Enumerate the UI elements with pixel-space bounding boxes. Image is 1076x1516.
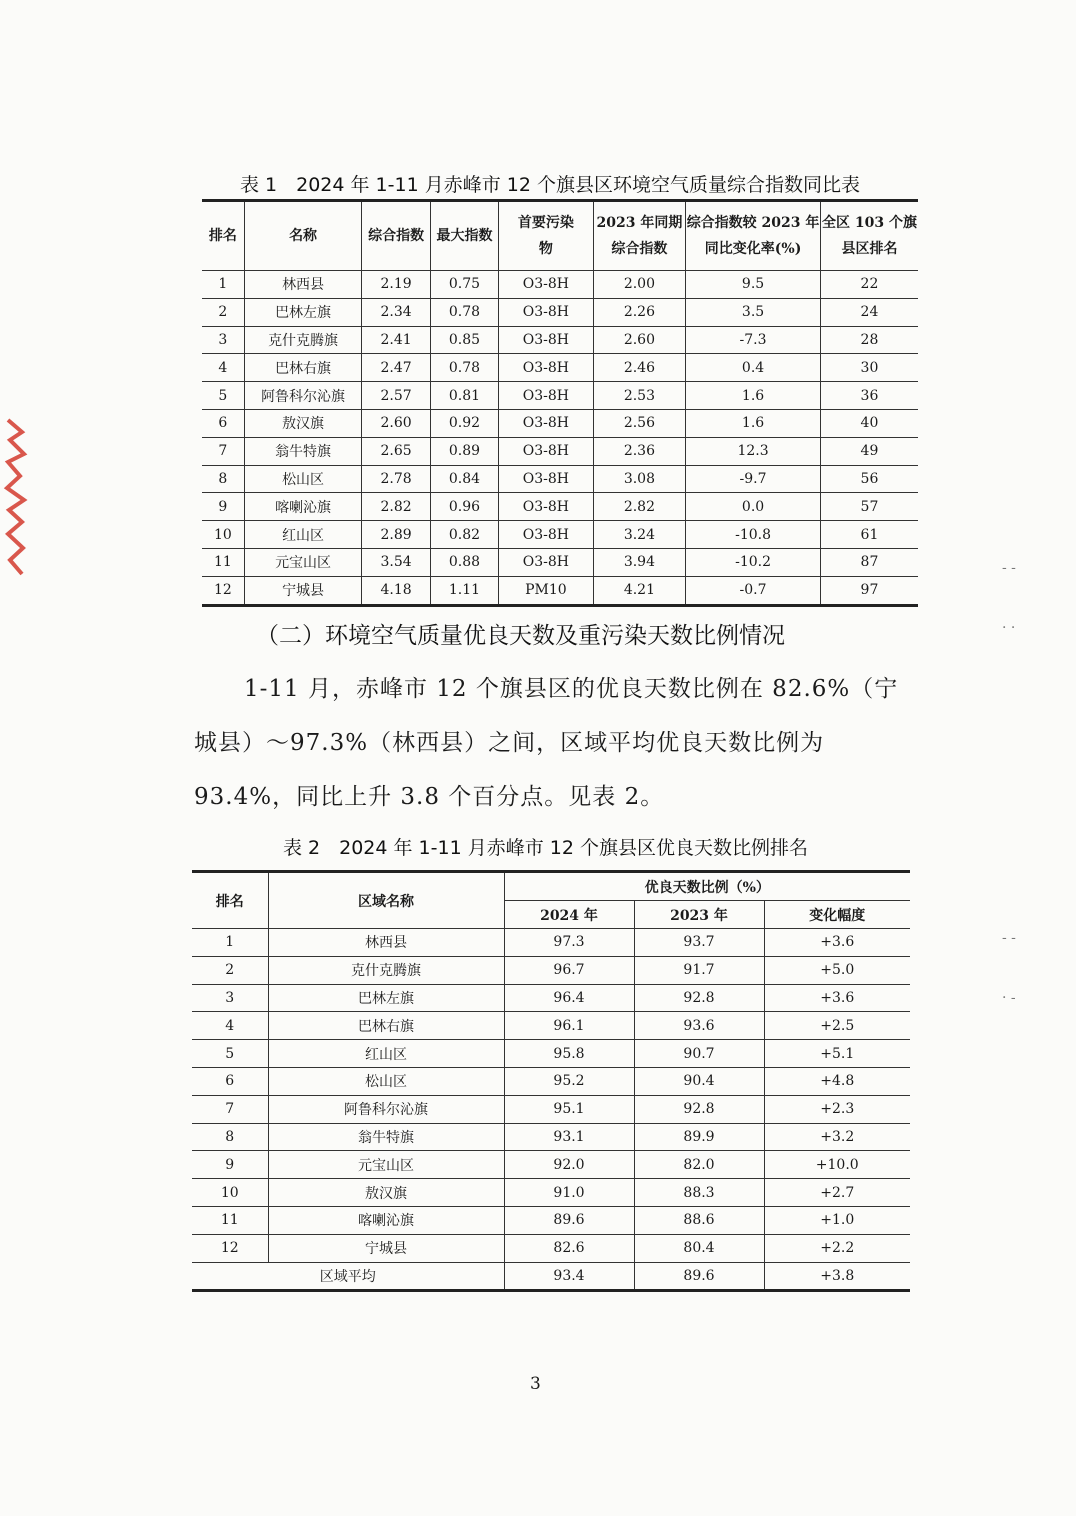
- scan-mark: - -: [1002, 560, 1016, 576]
- table-row: [202, 298, 918, 326]
- cell-rank: 4: [202, 354, 244, 382]
- cell-region-rank: 40: [820, 409, 918, 437]
- cell-change: +2.7: [764, 1179, 910, 1207]
- header-good-days-ratio: 优良天数比例（%）: [504, 872, 910, 901]
- table-row: [202, 548, 918, 576]
- cell-2023-index: 2.82: [593, 493, 686, 521]
- cell-2024: 96.4: [504, 984, 634, 1012]
- table-row: [202, 521, 918, 549]
- table-row: [192, 1206, 910, 1234]
- cell-region-name: 林西县: [268, 929, 504, 957]
- cell-2023: 92.8: [634, 984, 764, 1012]
- cell-region-name: 宁城县: [268, 1234, 504, 1262]
- cell-rank: 1: [192, 929, 268, 957]
- cell-composite-index: 2.78: [362, 465, 430, 493]
- cell-2023: 80.4: [634, 1234, 764, 1262]
- header-change-rate: 综合指数较 2023 年同比变化率(%): [686, 201, 821, 271]
- cell-region-name: 红山区: [268, 1040, 504, 1068]
- cell-region-rank: 87: [820, 548, 918, 576]
- cell-name: 巴林右旗: [244, 354, 362, 382]
- cell-2024: 93.4: [504, 1262, 634, 1291]
- header-rank: 排名: [192, 872, 268, 929]
- cell-region-name: 巴林右旗: [268, 1012, 504, 1040]
- cell-pollutant: O3-8H: [499, 437, 594, 465]
- cell-name: 克什克腾旗: [244, 326, 362, 354]
- cell-change-rate: 0.4: [686, 354, 821, 382]
- cell-change: +2.5: [764, 1012, 910, 1040]
- cell-change-rate: -0.7: [686, 576, 821, 605]
- cell-2024: 95.2: [504, 1067, 634, 1095]
- cell-pollutant: PM10: [499, 576, 594, 605]
- air-quality-index-table: [202, 199, 918, 607]
- cell-region-name: 克什克腾旗: [268, 956, 504, 984]
- cell-rank: 4: [192, 1012, 268, 1040]
- cell-name: 元宝山区: [244, 548, 362, 576]
- cell-change-rate: -10.2: [686, 548, 821, 576]
- cell-region-rank: 49: [820, 437, 918, 465]
- cell-2024: 82.6: [504, 1234, 634, 1262]
- table-row: [202, 326, 918, 354]
- good-days-ratio-table: [192, 870, 910, 1292]
- cell-pollutant: O3-8H: [499, 326, 594, 354]
- cell-2024: 93.1: [504, 1123, 634, 1151]
- cell-rank: 9: [192, 1151, 268, 1179]
- cell-pollutant: O3-8H: [499, 409, 594, 437]
- cell-rank: 11: [192, 1206, 268, 1234]
- cell-rank: 5: [202, 382, 244, 410]
- cell-max-index: 0.81: [430, 382, 498, 410]
- cell-2024: 95.1: [504, 1095, 634, 1123]
- cell-2023: 82.0: [634, 1151, 764, 1179]
- cell-rank: 1: [202, 271, 244, 299]
- cell-region-rank: 97: [820, 576, 918, 605]
- cell-pollutant: O3-8H: [499, 271, 594, 299]
- cell-max-index: 0.88: [430, 548, 498, 576]
- cell-rank: 7: [192, 1095, 268, 1123]
- cell-rank: 9: [202, 493, 244, 521]
- table-row: [202, 409, 918, 437]
- cell-pollutant: O3-8H: [499, 354, 594, 382]
- cell-name: 阿鲁科尔沁旗: [244, 382, 362, 410]
- cell-rank: 2: [192, 956, 268, 984]
- cell-rank: 8: [192, 1123, 268, 1151]
- header-2024: 2024 年: [504, 901, 634, 929]
- table-row: [192, 1040, 910, 1068]
- header-max-index: 最大指数: [430, 201, 498, 271]
- cell-name: 林西县: [244, 271, 362, 299]
- table2-header-row: [192, 872, 910, 901]
- cell-change: +3.6: [764, 929, 910, 957]
- table-row: [202, 465, 918, 493]
- cell-composite-index: 2.65: [362, 437, 430, 465]
- cell-2024: 92.0: [504, 1151, 634, 1179]
- cell-max-index: 0.96: [430, 493, 498, 521]
- cell-change: +4.8: [764, 1067, 910, 1095]
- cell-rank: 8: [202, 465, 244, 493]
- section-heading: （二）环境空气质量优良天数及重污染天数比例情况: [256, 623, 785, 649]
- table-row: [192, 1234, 910, 1262]
- cell-region-rank: 30: [820, 354, 918, 382]
- cell-name: 松山区: [244, 465, 362, 493]
- cell-2023-index: 2.36: [593, 437, 686, 465]
- cell-change-rate: 3.5: [686, 298, 821, 326]
- cell-composite-index: 2.60: [362, 409, 430, 437]
- cell-rank: 3: [192, 984, 268, 1012]
- header-composite-index: 综合指数: [362, 201, 430, 271]
- cell-composite-index: 2.19: [362, 271, 430, 299]
- cell-change-rate: 9.5: [686, 271, 821, 299]
- cell-region-name: 喀喇沁旗: [268, 1206, 504, 1234]
- table-row: [192, 1067, 910, 1095]
- cell-region-rank: 36: [820, 382, 918, 410]
- cell-2023-index: 3.94: [593, 548, 686, 576]
- cell-composite-index: 2.34: [362, 298, 430, 326]
- table-row: [202, 493, 918, 521]
- cell-change-rate: 0.0: [686, 493, 821, 521]
- cell-rank: 2: [202, 298, 244, 326]
- cell-pollutant: O3-8H: [499, 493, 594, 521]
- cell-change: +2.2: [764, 1234, 910, 1262]
- cell-change: +3.2: [764, 1123, 910, 1151]
- cell-pollutant: O3-8H: [499, 465, 594, 493]
- cell-name: 巴林左旗: [244, 298, 362, 326]
- cell-pollutant: O3-8H: [499, 521, 594, 549]
- cell-rank: 3: [202, 326, 244, 354]
- average-row: [192, 1262, 910, 1291]
- table-row: [202, 576, 918, 605]
- cell-max-index: 0.75: [430, 271, 498, 299]
- cell-2023: 92.8: [634, 1095, 764, 1123]
- cell-max-index: 0.78: [430, 298, 498, 326]
- cell-pollutant: O3-8H: [499, 382, 594, 410]
- cell-rank: 12: [192, 1234, 268, 1262]
- cell-pollutant: O3-8H: [499, 298, 594, 326]
- header-region-name: 区域名称: [268, 872, 504, 929]
- cell-change-rate: 12.3: [686, 437, 821, 465]
- cell-pollutant: O3-8H: [499, 548, 594, 576]
- cell-2023-index: 2.46: [593, 354, 686, 382]
- cell-max-index: 0.84: [430, 465, 498, 493]
- cell-2024: 97.3: [504, 929, 634, 957]
- cell-change: +5.1: [764, 1040, 910, 1068]
- cell-change-rate: 1.6: [686, 382, 821, 410]
- cell-change-rate: -10.8: [686, 521, 821, 549]
- cell-change-rate: -9.7: [686, 465, 821, 493]
- header-2023: 2023 年: [634, 901, 764, 929]
- cell-region-rank: 57: [820, 493, 918, 521]
- cell-name: 宁城县: [244, 576, 362, 605]
- header-2023-index: 2023 年同期综合指数: [593, 201, 686, 271]
- seal-stamp-fragment: [2, 410, 28, 580]
- cell-2023-index: 4.21: [593, 576, 686, 605]
- cell-composite-index: 2.41: [362, 326, 430, 354]
- cell-2023-index: 2.26: [593, 298, 686, 326]
- cell-2023-index: 3.08: [593, 465, 686, 493]
- cell-2023: 93.6: [634, 1012, 764, 1040]
- cell-2024: 91.0: [504, 1179, 634, 1207]
- cell-region-rank: 56: [820, 465, 918, 493]
- table-row: [192, 1179, 910, 1207]
- table1-caption: 表 1 2024 年 1-11 月赤峰市 12 个旗县区环境空气质量综合指数同比表: [240, 174, 860, 196]
- header-region-rank: 全区 103 个旗县区排名: [820, 201, 918, 271]
- paragraph-text: 1-11 月，赤峰市 12 个旗县区的优良天数比例在 82.6%（宁城县）～97.3%（林西县）之间，区域平均优良天数比例为 93.4%，同比上升 3.8 个百分点。见表 2。: [194, 676, 899, 810]
- cell-region-name: 敖汉旗: [268, 1179, 504, 1207]
- cell-2024: 95.8: [504, 1040, 634, 1068]
- cell-change: +10.0: [764, 1151, 910, 1179]
- cell-rank: 10: [192, 1179, 268, 1207]
- cell-rank: 6: [192, 1067, 268, 1095]
- cell-rank: 12: [202, 576, 244, 605]
- cell-composite-index: 2.47: [362, 354, 430, 382]
- cell-rank: 5: [192, 1040, 268, 1068]
- cell-change: +2.3: [764, 1095, 910, 1123]
- cell-2023: 89.6: [634, 1262, 764, 1291]
- cell-average-label: 区域平均: [192, 1262, 504, 1291]
- scan-mark: · ·: [1002, 620, 1016, 636]
- cell-composite-index: 2.89: [362, 521, 430, 549]
- cell-max-index: 1.11: [430, 576, 498, 605]
- cell-2023: 90.4: [634, 1067, 764, 1095]
- cell-2023: 91.7: [634, 956, 764, 984]
- cell-2023-index: 2.56: [593, 409, 686, 437]
- cell-change: +1.0: [764, 1206, 910, 1234]
- table-row: [192, 1123, 910, 1151]
- cell-name: 喀喇沁旗: [244, 493, 362, 521]
- header-primary-pollutant: 首要污染物: [499, 201, 594, 271]
- table-row: [202, 271, 918, 299]
- table-row: [192, 1151, 910, 1179]
- cell-rank: 6: [202, 409, 244, 437]
- cell-region-rank: 61: [820, 521, 918, 549]
- page-number: 3: [530, 1374, 541, 1394]
- cell-max-index: 0.82: [430, 521, 498, 549]
- cell-rank: 11: [202, 548, 244, 576]
- cell-region-name: 阿鲁科尔沁旗: [268, 1095, 504, 1123]
- cell-2023: 89.9: [634, 1123, 764, 1151]
- table2-caption: 表 2 2024 年 1-11 月赤峰市 12 个旗县区优良天数比例排名: [283, 837, 808, 859]
- cell-region-name: 翁牛特旗: [268, 1123, 504, 1151]
- header-change: 变化幅度: [764, 901, 910, 929]
- cell-name: 红山区: [244, 521, 362, 549]
- cell-region-name: 巴林左旗: [268, 984, 504, 1012]
- cell-change: +3.8: [764, 1262, 910, 1291]
- cell-region-rank: 22: [820, 271, 918, 299]
- cell-max-index: 0.78: [430, 354, 498, 382]
- header-name: 名称: [244, 201, 362, 271]
- cell-composite-index: 2.82: [362, 493, 430, 521]
- cell-2023-index: 2.53: [593, 382, 686, 410]
- cell-composite-index: 2.57: [362, 382, 430, 410]
- cell-region-name: 松山区: [268, 1067, 504, 1095]
- cell-2023-index: 3.24: [593, 521, 686, 549]
- table-row: [192, 984, 910, 1012]
- cell-composite-index: 3.54: [362, 548, 430, 576]
- cell-change-rate: -7.3: [686, 326, 821, 354]
- cell-2024: 96.1: [504, 1012, 634, 1040]
- header-rank: 排名: [202, 201, 244, 271]
- cell-2023: 93.7: [634, 929, 764, 957]
- cell-rank: 10: [202, 521, 244, 549]
- cell-max-index: 0.85: [430, 326, 498, 354]
- cell-change: +3.6: [764, 984, 910, 1012]
- cell-2023-index: 2.00: [593, 271, 686, 299]
- cell-region-rank: 28: [820, 326, 918, 354]
- cell-2023: 88.6: [634, 1206, 764, 1234]
- cell-2024: 89.6: [504, 1206, 634, 1234]
- cell-region-name: 元宝山区: [268, 1151, 504, 1179]
- scan-mark: · -: [1002, 990, 1016, 1006]
- cell-2023: 88.3: [634, 1179, 764, 1207]
- table-row: [192, 1095, 910, 1123]
- cell-max-index: 0.89: [430, 437, 498, 465]
- cell-region-rank: 24: [820, 298, 918, 326]
- cell-2024: 96.7: [504, 956, 634, 984]
- table-row: [202, 354, 918, 382]
- table-row: [192, 929, 910, 957]
- table-row: [192, 1012, 910, 1040]
- table-row: [202, 437, 918, 465]
- cell-change-rate: 1.6: [686, 409, 821, 437]
- table1-header-row: [202, 201, 918, 271]
- cell-max-index: 0.92: [430, 409, 498, 437]
- cell-name: 敖汉旗: [244, 409, 362, 437]
- cell-name: 翁牛特旗: [244, 437, 362, 465]
- cell-composite-index: 4.18: [362, 576, 430, 605]
- section-paragraph: [194, 662, 914, 824]
- scan-mark: - -: [1002, 930, 1016, 946]
- table-row: [192, 956, 910, 984]
- cell-change: +5.0: [764, 956, 910, 984]
- cell-rank: 7: [202, 437, 244, 465]
- cell-2023: 90.7: [634, 1040, 764, 1068]
- table-row: [202, 382, 918, 410]
- cell-2023-index: 2.60: [593, 326, 686, 354]
